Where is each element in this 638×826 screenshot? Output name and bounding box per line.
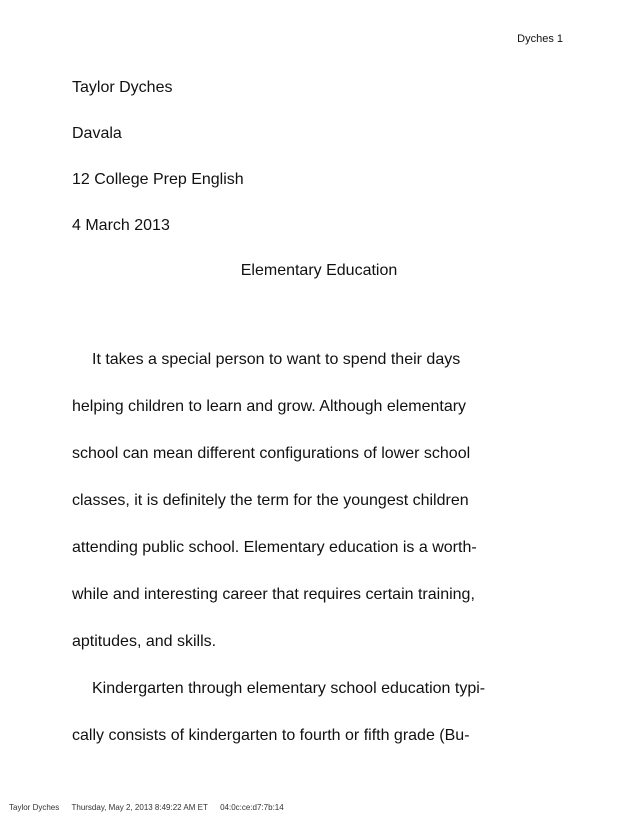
mla-heading <box>72 78 552 262</box>
essay-date: 4 March 2013 <box>72 217 170 234</box>
footer-device-id: 04:0c:ce:d7:7b:14 <box>220 803 284 812</box>
body-line: school can mean different configurations of lower school <box>72 445 471 462</box>
page-footer <box>9 803 294 812</box>
body-line: classes, it is definitely the term for the youngest children <box>72 492 469 509</box>
essay-title: Elementary Education <box>240 262 398 279</box>
essay-body <box>72 350 572 773</box>
footer-author: Taylor Dyches <box>9 803 60 812</box>
course-name: 12 College Prep English <box>72 171 244 188</box>
body-line: It takes a special person to want to spend their days <box>92 351 461 368</box>
page-header-label: Dyches 1 <box>517 33 563 45</box>
footer-timestamp: Thursday, May 2, 2013 8:49:22 AM ET <box>71 803 208 812</box>
author-name: Taylor Dyches <box>72 79 173 96</box>
body-line: aptitudes, and skills. <box>72 633 217 650</box>
body-line: Kindergarten through elementary school education typi- <box>92 680 486 697</box>
body-line: attending public school. Elementary education is a worth- <box>72 539 477 556</box>
body-line: while and interesting career that requires certain training, <box>72 586 475 603</box>
teacher-name: Davala <box>72 125 122 142</box>
body-line: cally consists of kindergarten to fourth or fifth grade (Bu- <box>72 727 470 744</box>
body-line: helping children to learn and grow. Although elementary <box>72 398 467 415</box>
